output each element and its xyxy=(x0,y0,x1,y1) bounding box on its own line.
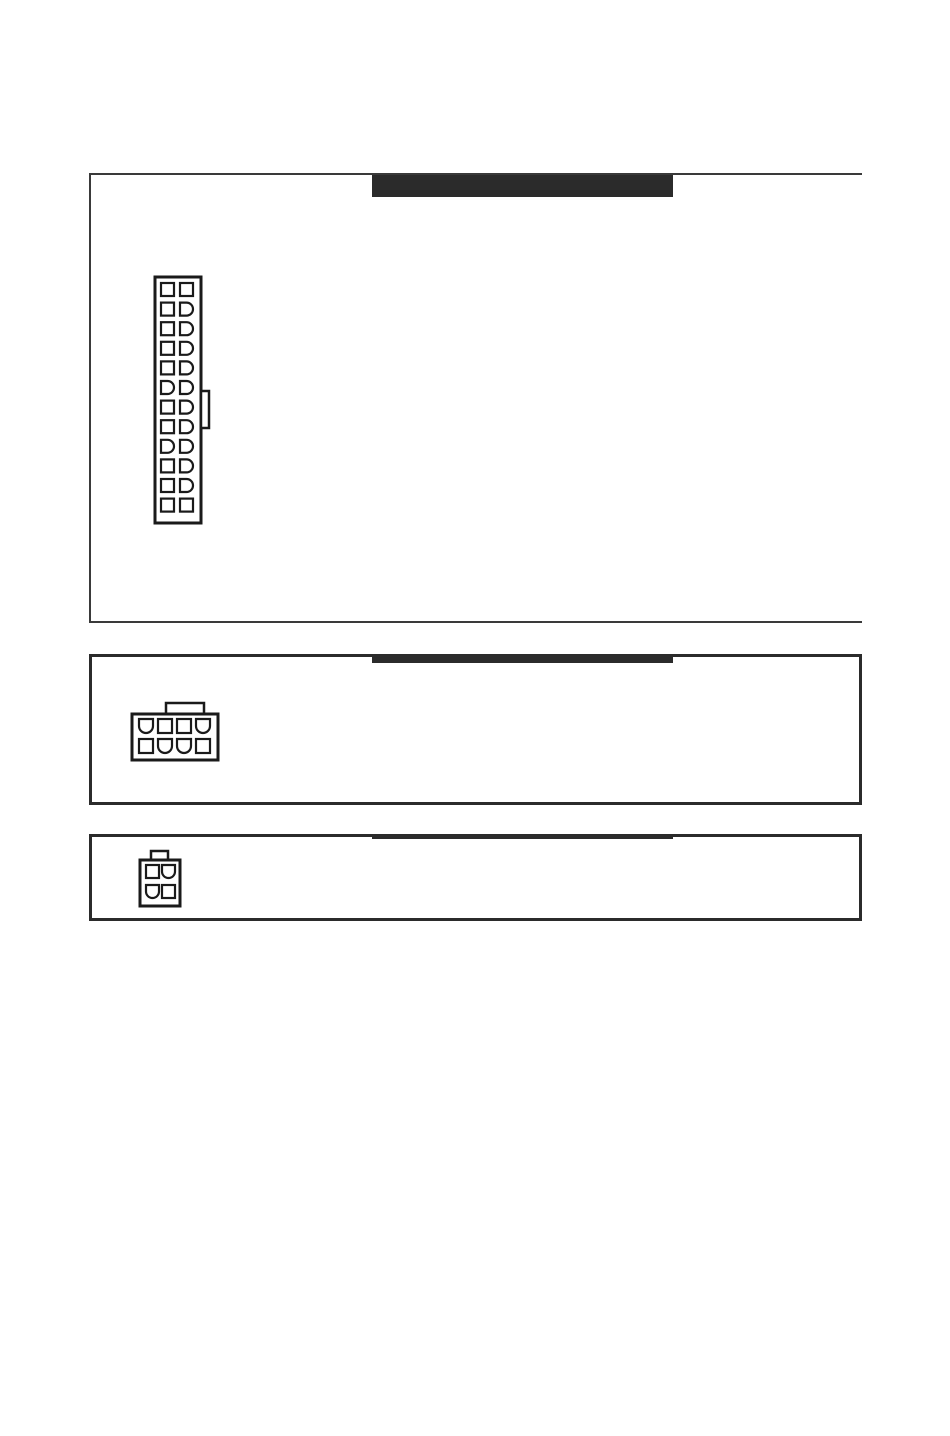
signal-name-cell xyxy=(419,838,613,839)
cpu-8-pin-panel xyxy=(89,654,862,805)
pin-number-cell xyxy=(613,196,660,197)
cpu-8-pin-table xyxy=(372,657,673,663)
cpu-4-pin-panel xyxy=(89,834,862,921)
atx-24-pin-table xyxy=(372,175,673,197)
pin-number-cell xyxy=(613,838,660,839)
signal-name-cell xyxy=(419,196,613,197)
signal-name-cell xyxy=(660,196,673,197)
cpu-8-pin-connector-icon xyxy=(130,701,226,765)
signal-name-cell xyxy=(660,838,673,839)
signal-name-cell xyxy=(419,662,613,663)
pin-number-cell xyxy=(613,662,660,663)
cpu-4-pin-connector-icon xyxy=(138,849,184,909)
atx-24-pin-connector-icon xyxy=(153,275,213,527)
pin-number-cell xyxy=(373,662,419,663)
cpu-4-pin-table xyxy=(372,837,673,839)
atx-24-pin-panel xyxy=(89,173,862,623)
pin-number-cell xyxy=(373,196,419,197)
signal-name-cell xyxy=(660,662,673,663)
pin-number-cell xyxy=(373,838,419,839)
table-row xyxy=(373,838,673,839)
table-row xyxy=(373,196,673,197)
table-row xyxy=(373,662,673,663)
